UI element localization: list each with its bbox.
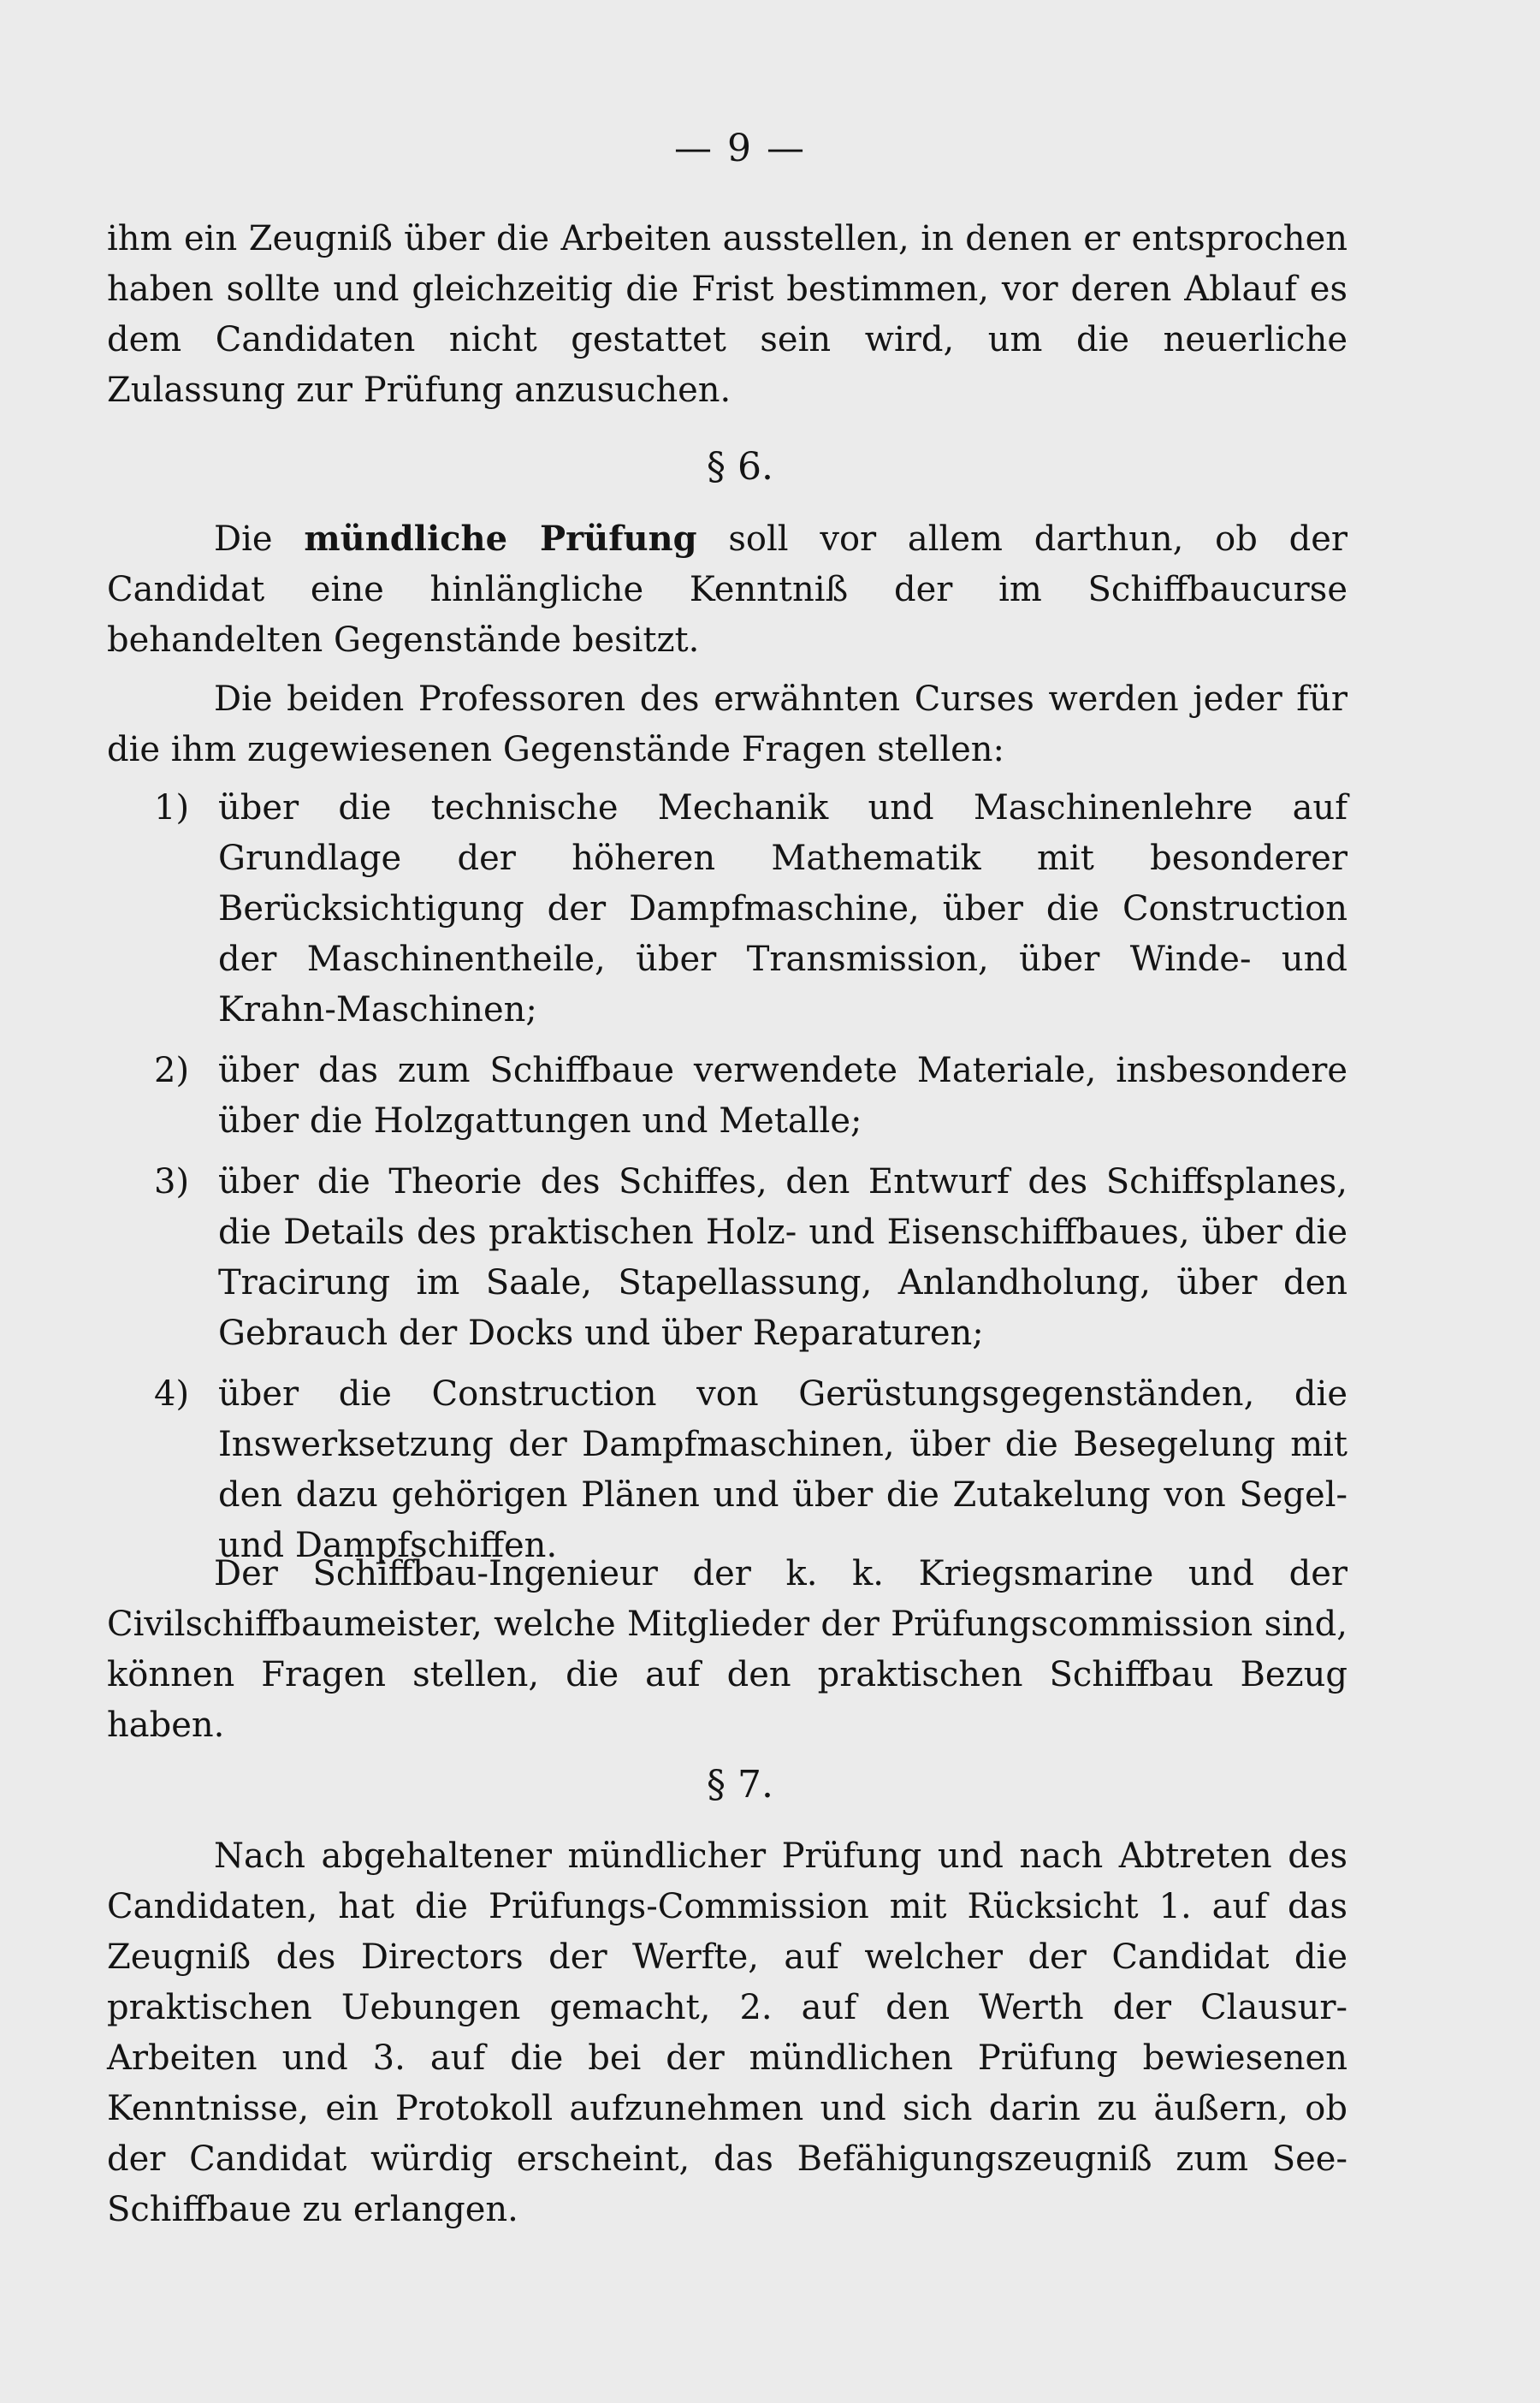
list-item bbox=[107, 783, 1348, 1035]
section-6-heading: § 6. bbox=[707, 445, 773, 489]
list-item-number: 1) bbox=[154, 788, 190, 828]
list-item-text: über die technische Mechanik und Maschinenlehre auf Grundlage der höheren Mathematik mit besonderer Berücksichtigung der Dampfmaschine, über die Construction der Maschinentheile, über Transmission, über Winde- und Krahn-Maschinen; bbox=[218, 788, 1348, 1029]
intro-paragraph-block bbox=[107, 214, 1348, 416]
section-7-block bbox=[107, 1831, 1348, 2235]
section-6-paragraph-1 bbox=[107, 513, 1348, 666]
section-7-paragraph-1: Nach abgehaltener mündlicher Prüfung und nach Abtreten des Candidaten, hat die Prüfungs-Commission mit Rücksicht 1. auf das Zeugniß des Directors der Werfte, auf welcher der Candidat die praktischen Uebungen gemacht, 2. auf den Werth der Clausur-Arbeiten und 3. auf die bei der mündlichen Prüfung bewiesenen Kenntnisse, ein Protokoll aufzunehmen und sich darin zu äußern, ob der Candidat würdig erscheint, das Befähigungszeugniß zum See-Schiffbaue zu erlangen. bbox=[107, 1836, 1348, 2229]
paragraph-rest: soll vor allem darthun, ob der Candidat eine hinlängliche Kenntniß der im Schiffbaucurse behandelten Gegenstände besitzt. bbox=[107, 519, 1348, 660]
list-item-number: 4) bbox=[154, 1374, 190, 1414]
section-6-paragraphs bbox=[107, 513, 1348, 775]
page-number: — 9 — bbox=[674, 127, 806, 170]
emphasis-oral-exam: mündliche Prüfung bbox=[304, 519, 697, 559]
exam-topics-list bbox=[107, 783, 1348, 1581]
list-item bbox=[107, 1157, 1348, 1359]
section-6-closing-block bbox=[107, 1549, 1348, 1751]
list-item-number: 2) bbox=[154, 1051, 190, 1090]
section-6-paragraph-3: Der Schiffbau-Ingenieur der k. k. Kriegsmarine und der Civilschiffbaumeister, welche Mitglieder der Prüfungscommission sind, können Fragen stellen, die auf den praktischen Schiffbau Bezug haben. bbox=[107, 1554, 1348, 1745]
list-item-text: über die Theorie des Schiffes, den Entwurf des Schiffsplanes, die Details des praktischen Holz- und Eisenschiffbaues, über die Tracirung im Saale, Stapellassung, Anlandholung, über den Gebrauch der Docks und über Reparaturen; bbox=[218, 1162, 1348, 1353]
intro-paragraph: ihm ein Zeugniß über die Arbeiten ausstellen, in denen er entsprochen haben sollte und gleichzeitig die Frist bestimmen, vor deren Ablauf es dem Candidaten nicht gestattet sein wird, um die neuerliche Zulassung zur Prüfung anzusuchen. bbox=[107, 219, 1348, 410]
section-7-heading: § 7. bbox=[707, 1763, 773, 1807]
list-item-number: 3) bbox=[154, 1162, 190, 1202]
list-item bbox=[107, 1046, 1348, 1147]
list-item-text: über das zum Schiffbaue verwendete Materiale, insbesondere über die Holzgattungen und Metalle; bbox=[218, 1051, 1348, 1141]
section-6-paragraph-2: Die beiden Professoren des erwähnten Curses werden jeder für die ihm zugewiesenen Gegenstände Fragen stellen: bbox=[107, 679, 1348, 769]
paragraph-start: Die bbox=[214, 519, 305, 559]
list-item bbox=[107, 1369, 1348, 1571]
list-item-text: über die Construction von Gerüstungsgegenständen, die Inswerksetzung der Dampfmaschinen, über die Besegelung mit den dazu gehörigen Plänen und über die Zutakelung von Segel- und Dampfschiffen. bbox=[218, 1374, 1348, 1565]
